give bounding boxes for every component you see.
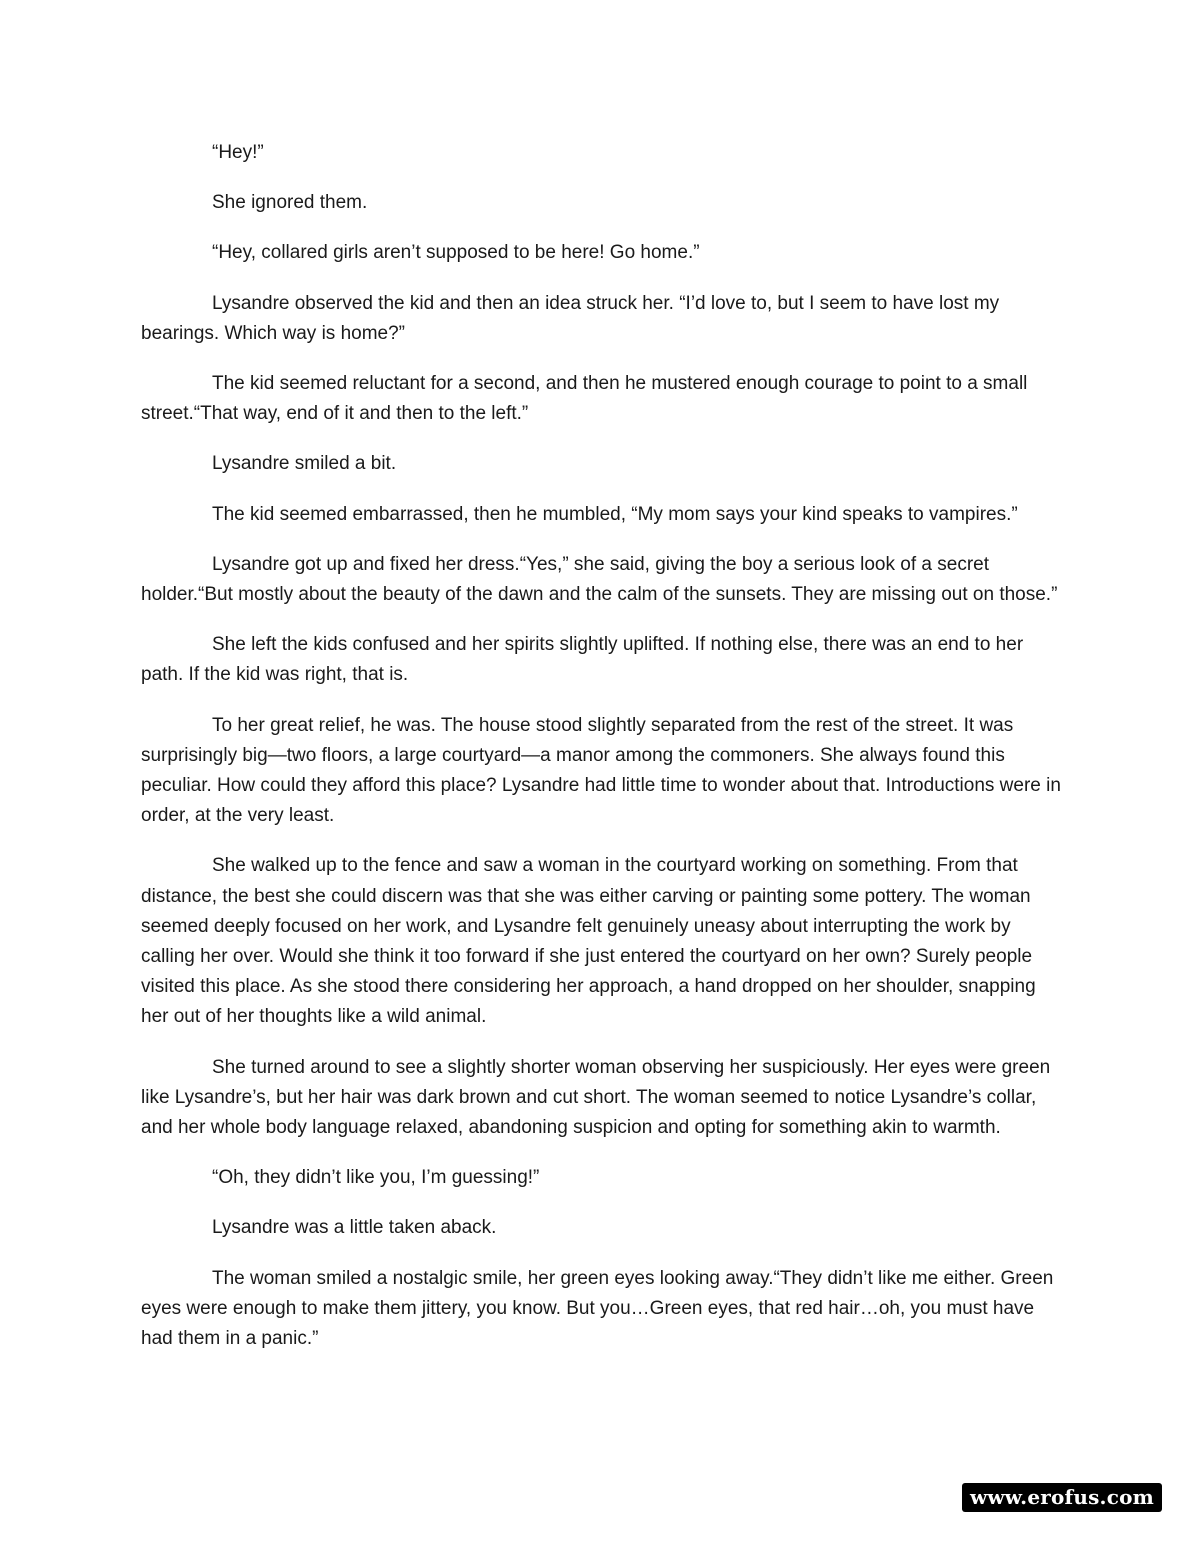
paragraph-11: She walked up to the fence and saw a woman in the courtyard working on something. From that distance, the best she could discern was that she was either carving or painting some pottery. The woman seemed deeply focused on her work, and Lysandre felt genuinely uneasy about interrupting the work by calling her over. Would she think it too forward if she just entered the courtyard on her own? Surely people visited this place. As she stood there considering her approach, a hand dropped on her shoulder, snapping her out of her thoughts like a wild animal. [141,855,1036,1028]
paragraph-13: “Oh, they didn’t like you, I’m guessing!” [212,1167,540,1189]
paragraph-10: To her great relief, he was. The house stood slightly separated from the rest of the street. It was surprisingly big—two floors, a large courtyard—a manor among the commoners. She always found this peculiar. How could they afford this place? Lysandre had little time to wonder about that. Introductions were in order, at the very least. [141,714,1061,827]
document-page [141,138,1061,1374]
paragraph-3: “Hey, collared girls aren’t supposed to be here! Go home.” [212,242,700,264]
paragraph-9: She left the kids confused and her spirits slightly uplifted. If nothing else, there was an end to her path. If the kid was right, that is. [141,634,1024,686]
paragraph-8: Lysandre got up and fixed her dress.“Yes,” she said, giving the boy a serious look of a secret holder.“But mostly about the beauty of the dawn and the calm of the sunsets. They are missing out on those.” [141,553,1058,606]
watermark: www.erofus.com [962,1483,1162,1512]
paragraph-6: Lysandre smiled a bit. [212,453,397,475]
paragraph-2: She ignored them. [212,192,368,214]
paragraph-7: The kid seemed embarrassed, then he mumbled, “My mom says your kind speaks to vampires.” [212,503,1018,525]
paragraph-12: She turned around to see a slightly shorter woman observing her suspiciously. Her eyes were green like Lysandre’s, but her hair was dark brown and cut short. The woman seemed to notice Lysandre’s collar, and her whole body language relaxed, abandoning suspicion and opting for something akin to warmth. [141,1056,1051,1139]
paragraph-15: The woman smiled a nostalgic smile, her green eyes looking away.“They didn’t like me either. Green eyes were enough to make them jittery, you know. But you…Green eyes, that red hair…oh, you must have had them in a panic.” [141,1267,1054,1350]
paragraph-4: Lysandre observed the kid and then an idea struck her. “I’d love to, but I seem to have lost my bearings. Which way is home?” [141,292,1000,344]
paragraph-1: “Hey!” [212,142,264,163]
paragraph-14: Lysandre was a little taken aback. [212,1217,497,1239]
paragraph-5: The kid seemed reluctant for a second, and then he mustered enough courage to point to a small street.“That way, end of it and then to the left.” [141,373,1028,425]
